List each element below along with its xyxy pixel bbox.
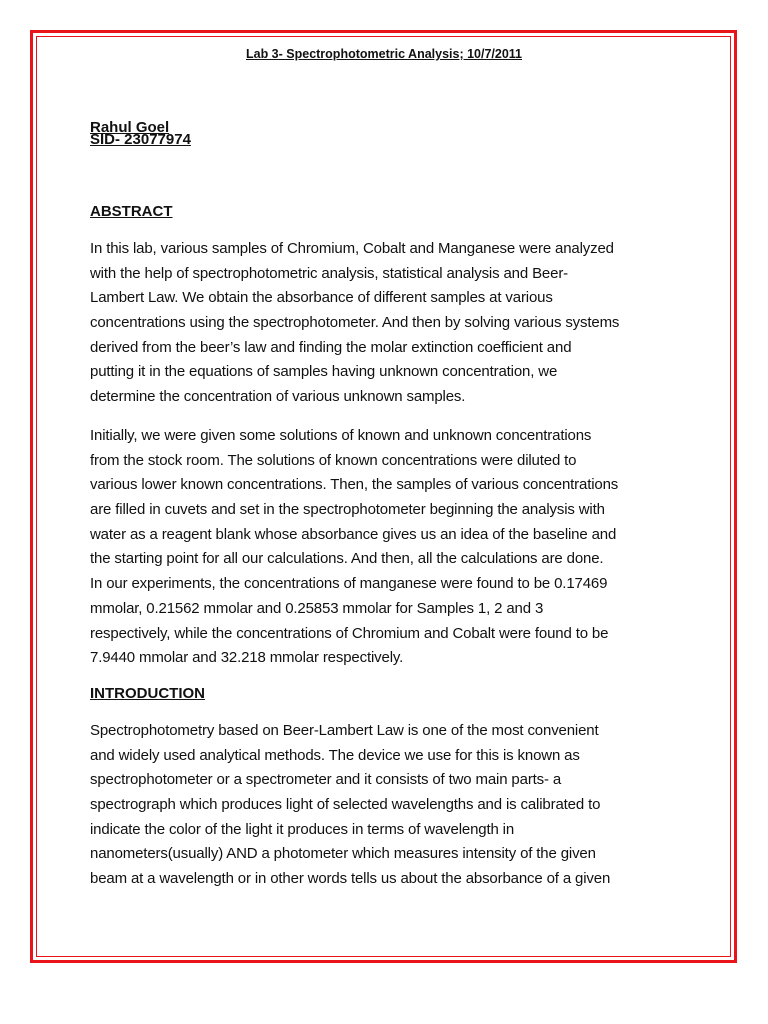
text-line: determine the concentration of various unknown samples. <box>90 388 466 406</box>
text-line: and widely used analytical methods. The device we use for this is known as <box>90 746 580 764</box>
text-line: 7.9440 mmolar and 32.218 mmolar respectively. <box>90 649 404 667</box>
text-line: spectrophotometer or a spectrometer and it consists of two main parts- a <box>90 771 562 789</box>
text-line: putting it in the equations of samples having unknown concentration, we <box>90 363 558 381</box>
text-line: are filled in cuvets and set in the spectrophotometer beginning the analysis with <box>90 501 605 519</box>
document-title: Lab 3- Spectrophotometric Analysis; 10/7/2011 <box>245 47 523 61</box>
text-line: spectrograph which produces light of selected wavelengths and is calibrated to <box>90 796 601 814</box>
text-line: the starting point for all our calculations. And then, all the calculations are done. <box>90 550 604 568</box>
introduction-heading: INTRODUCTION <box>90 685 205 702</box>
text-line: Initially, we were given some solutions of known and unknown concentrations <box>90 427 592 444</box>
text-line: respectively, while the concentrations of Chromium and Cobalt were found to be <box>90 624 609 642</box>
text-line: from the stock room. The solutions of known concentrations were diluted to <box>90 451 577 469</box>
text-line: In our experiments, the concentrations of manganese were found to be 0.17469 <box>90 575 608 593</box>
text-line: nanometers(usually) AND a photometer which measures intensity of the given <box>90 845 596 863</box>
text-line: with the help of spectrophotometric analysis, statistical analysis and Beer- <box>90 264 569 282</box>
author-name: Rahul Goel <box>90 119 170 136</box>
text-line: In this lab, various samples of Chromium, Cobalt and Manganese were analyzed <box>90 240 614 257</box>
text-line: mmolar, 0.21562 mmolar and 0.25853 mmolar for Samples 1, 2 and 3 <box>90 599 544 617</box>
abstract-heading: ABSTRACT <box>90 203 173 220</box>
abstract-paragraph-2 <box>90 424 690 671</box>
text-line: concentrations using the spectrophotometer. And then by solving various systems <box>90 314 620 332</box>
student-id: SID- 23077974 <box>90 131 191 148</box>
text-line: Lambert Law. We obtain the absorbance of different samples at various <box>90 289 553 307</box>
text-line: water as a reagent blank whose absorbance gives us an idea of the baseline and <box>90 525 617 543</box>
text-line: indicate the color of the light it produces in terms of wavelength in <box>90 820 515 838</box>
text-line: Spectrophotometry based on Beer-Lambert Law is one of the most convenient <box>90 722 599 739</box>
introduction-paragraph-1 <box>90 719 690 892</box>
text-line: beam at a wavelength or in other words tells us about the absorbance of a given <box>90 870 611 888</box>
abstract-paragraph-1 <box>90 237 690 410</box>
text-line: various lower known concentrations. Then, the samples of various concentrations <box>90 476 619 494</box>
text-line: derived from the beer’s law and finding the molar extinction coefficient and <box>90 338 572 356</box>
